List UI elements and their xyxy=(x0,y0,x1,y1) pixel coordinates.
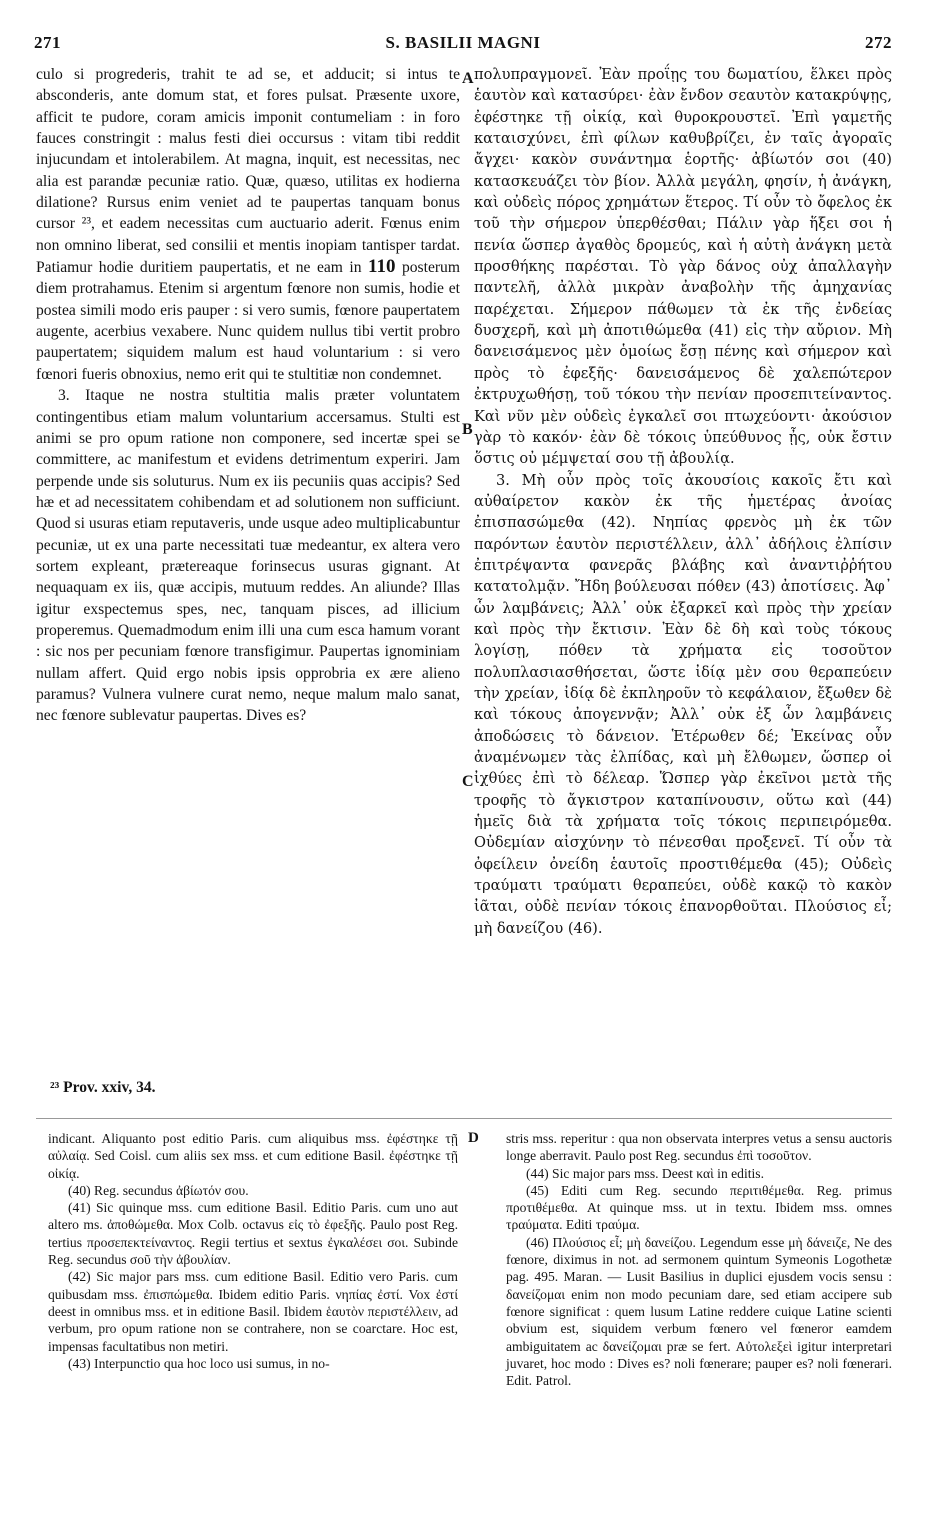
note-left-43: (43) Interpunctio qua hoc loco usi sumus, in no- xyxy=(68,1355,330,1371)
latin-column xyxy=(36,64,460,727)
note-left-42: (42) Sic major pars mss. cum editione Basil. Editio vero Paris. cum quibusdam mss. ἐπισπώμεθα. Ibidem editio Paris. νηπίας ἐστί. Vox ἐστί deest in omnibus mss. et in editione Basil. Ibidem ἑαυτὸν περιστέλλειν, ad verbum, pro opum ratione non se contrahere, non se coarctare. Hoc est, impensas facultatibus non metiri. xyxy=(48,1269,458,1354)
notes-divider xyxy=(36,1118,892,1119)
latin-text-part-1: culo si progrederis, trahit te ad se, et adducit; si intus te absconderis, ante domum stat, et fores pulsat. Præsente uxore, afficit te pudore, coram amicis imponit contumeliam : in foro fauces constringit : malus festi diei occursus : vitam tibi reddit injucundam et intolerabilem. At magna, inquit, est necessitas, nec alia est parandæ pecuniæ ratio. Quæ, quæso, utilitas ex hodierna dilatione? Rursus enim veniet ad te paupertas tanquam bonus cursor ²³, et eadem necessitas cum auctuario aderit. Fœnus enim non omnino liberat, sed consilii et mentis inopiam tantisper tardat. Patiamur hodie duritiem paupertatis, et ne eam in xyxy=(36,66,460,277)
greek-paragraph-1: πολυπραγμονεῖ. Ἐὰν προΐῃς του δωματίου, ἕλκει πρὸς ἑαυτὸν καὶ κατασύρει· ἐὰν ἔνδον σεαυτὸν κατακρύψῃς, ἐφέστηκε τῇ οἰκίᾳ, καὶ θυροκρουστεῖ. Ἐπὶ γαμετῆς καταισχύνει, ἐπὶ φίλων καθυβρίζει, ἐν ταῖς ἀγοραῖς ἄγχει· κακὸν συνάντημα ἑορτῆς· ἀβίωτόν σοι (40) κατασκευάζει τὸν βίον. Ἀλλὰ μεγάλη, φησίν, ἡ ἀνάγκη, καὶ οὐδεὶς πόρος χρημάτων ἕτερος. Τί οὖν τὸ ὄφελος ἐκ τοῦ τὴν σήμερον ὑπερθέσθαι; Πάλιν γὰρ ἥξει σοι ἡ πενία ὥσπερ ἀγαθὸς δρομεύς, καὶ ἡ αὐτὴ ἀνάγκη μετὰ προσθήκης παρέσται. Τὸ γὰρ δάνος οὐχ ἀπαλλαγὴν παντελῆ, ἀλλὰ μικρὰν ἀναβολὴν τῆς ἀμηχανίας παρέχεται. Σήμερον πάθωμεν τὰ ἐκ τῆς ἐνδείας δυσχερῆ, καὶ μὴ ἀποτιθώμεθα (41) εἰς τὴν αὔριον. Μὴ δανεισάμενος μὲν ὁμοίως ἔσῃ πένης καὶ σήμερον καὶ πρὸς τὸ ἐφεξῆς· δανεισάμενος δὲ χαλεπώτερον ἐκτρυχωθήσῃ, τοῦ τόκου τὴν πενίαν προσεπιτείναντος. Καὶ νῦν μὲν οὐδεὶς ἐγκαλεῖ σοι πτωχεύοντι· ἀκούσιον γὰρ τὸ κακόν· ἐὰν δὲ τόκοις ὑπεύθυνος ᾖς, οὐκ ἔστιν ὅστις οὐ μέμψεταί σου τῇ ἀβουλίᾳ. xyxy=(474,66,892,468)
note-left-41: (41) Sic quinque mss. cum editione Basil. Editio Paris. cum uno aut altero ms. ἀποθώμεθα. Mox Colb. octavus εἰς τὸ ἐφεξῆς. Paulo post Reg. tertius προσεπεκτείναντος. Regii tertius et sextus ἐγκαλέσει σοι. Subinde Reg. secundus σοῦ τὴν ἀβουλίαν. xyxy=(48,1200,458,1268)
latin-paragraph-2: 3. Itaque ne nostra stultitia malis præter voluntatem contingentibus etiam malum voluntarium accersamus. Stulti est animi se pro opum ratione non componere, sed incertæ spei se committere, ac manifestum et evidens detrimentum experiri. Jam perpende unde sis soluturus. Num ex iis pecuniis quas accipis? Sed hæ et ad necessitatem cohibendam et ad solutionem non sufficiunt. Quod si usuras etiam reputaveris, unde usque adeo multiplicabuntur pecuniæ, ut ex una parte necessitati tuæ medeantur, ex altera vero sortem expleant, prætereaque forinsecus usuras gignant. At nequaquam ex iis, quæ accipis, mutuum reddes. An aliunde? Illas igitur exspectemus spes, nec, tanquam pisces, ad illicium properemus. Quemadmodum enim illi una cum esca hamum vorant : sic nos per pecuniam fœnore transfigimur. Paupertas ignominiam nullam affert. Quid ergo nobis ipsis opprobria ex ære alieno paramus? Vulnera vulnere curat nemo, neque malum malo sanat, nec fœnore sublevatur paupertas. Dives es? xyxy=(36,387,460,725)
margin-letter-d: D xyxy=(468,1130,479,1146)
notes-left-column xyxy=(48,1130,458,1372)
running-title: S. BASILII MAGNI xyxy=(385,33,541,52)
right-page-number: 272 xyxy=(865,33,892,52)
note-left-40: (40) Reg. secundus ἀβίωτόν σου. xyxy=(68,1182,249,1198)
greek-paragraph-2: 3. Μὴ οὖν πρὸς τοῖς ἀκουσίοις κακοῖς ἔτι καὶ αὐθαίρετον κακὸν ἐκ τῆς ἡμετέρας ἀνοίας ἐπισπασώμεθα (42). Νηπίας φρενὸς μὴ ἐκ τῶν παρόντων ἑαυτὸν περιστέλλειν, ἀλλ᾽ ἀδήλοις ἐλπίσιν ἐπιτρέψαντα φανερᾶς βλάβης καὶ ἀναντιῤῥήτου κατατολμᾷν. Ἤδη βούλευσαι πόθεν (43) ἀποτίσεις. Ἀφ᾽ ὧν λαμβάνεις; Ἀλλ᾽ οὐκ ἐξαρκεῖ καὶ πρὸς τὴν χρείαν καὶ πρὸς τὴν ἔκτισιν. Ἐὰν δὲ δὴ καὶ τοὺς τόκους λογίσῃ, πόθεν τὰ χρήματα εἰς τοσοῦτον πολυπλασιασθήσεται, ὥστε ἰδίᾳ μὲν σου θεραπεύειν τὴν χρείαν, ἰδίᾳ δὲ ἐκπληροῦν τὸ κεφάλαιον, ἔξωθεν δὲ καὶ τόκους ἀπογεννᾷν; Ἀλλ᾽ οὐκ ἐξ ὧν λαμβάνεις ἀποδώσεις τὸ δάνειον. Ἑτέρωθεν δέ; Ἐκείνας οὖν ἀναμένωμεν τὰς ἐλπίδας, καὶ μὴ ἔλθωμεν, ὥσπερ οἱ ἰχθύες ἐπὶ τὸ δέλεαρ. Ὥσπερ γὰρ ἐκεῖνοι μετὰ τῆς τροφῆς τὸ ἄγκιστρον καταπίνουσιν, οὕτω καὶ (44) ἡμεῖς διὰ τὰ χρήματα τοῖς τόκοις περιπειρόμεθα. Οὐδεμίαν αἰσχύνην τὸ πένεσθαι προξενεῖ. Τί οὖν τὰ ὀφείλειν ὀνείδη ἑαυτοῖς προστιθέμεθα (45); Οὐδεὶς τραύματι τραύματι θεραπεύει, οὐδὲ κακῷ τὸ κακὸν ἰᾶται, οὐδὲ πενίαν τόκοις ἐπανορθοῦται. Πλούσιος εἶ; μὴ δανείζου (46). xyxy=(474,471,892,937)
note-right-45: (45) Editi cum Reg. secundo περιτιθέμεθα. Reg. primus προτιθέμεθα. At quinque mss. ut in textu. Ibidem mss. omnes τραύματα. Editi τραύμα. xyxy=(506,1182,892,1233)
column-number-marker: 110 xyxy=(368,256,396,278)
note-left-1: indicant. Aliquanto post editio Paris. cum aliquibus mss. ἐφέστηκε τῇ αὐλαίᾳ. Sed Coisl. cum aliis sex mss. et cum editione Basil. ἐφέστηκε τῇ οἰκίᾳ. xyxy=(48,1131,458,1181)
margin-letter-b: B xyxy=(462,421,473,438)
margin-letter-c: C xyxy=(462,773,474,790)
latin-text-part-2: posterum diem protrahamus. Etenim si argentum fœnore non sumis, hodie et postea simili modo eris pauper : si vero sumis, fœnore paupertatem augente, acerbius vexabere. Nunc quidem nullus tibi vertit probro paupertatem; siquidem malum est haud voluntarium : si vero fœnori fueris obnoxius, nemo erit qui te stultitiæ non condemnet. xyxy=(36,259,460,383)
note-right-43-cont: stris mss. reperitur : qua non observata interpres vetus a sensu auctoris longe aberravit. Paulo post Reg. secundus ἐπὶ τοσοῦτον. xyxy=(506,1131,892,1164)
running-header xyxy=(34,33,892,55)
latin-paragraph-1 xyxy=(36,64,460,385)
notes-right-column xyxy=(506,1130,892,1389)
margin-letter-a: A xyxy=(462,70,474,87)
note-right-44: (44) Sic major pars mss. Deest καὶ in editis. xyxy=(526,1165,764,1181)
left-page-number: 271 xyxy=(34,33,61,52)
note-right-46: (46) Πλούσιος εἶ; μὴ δανείζου. Legendum esse μὴ δάνειζε, Ne des fœnore, diximus in not. ad sermonem quintum Symeonis Logothetæ pag. 495. Maran. — Lusit Basilius in duplici ejusdem vocis sensu : δανείζομαι enim non modo pecuniam dare, sed etiam accipere sub fœnore significat : quem lusum Latine reddere cuique Latine scienti obvium est, siquidem verbum fœnero vel fœneror eamdem ambiguitatem ac δανείζομαι præ se fert. Αὐτολεξεὶ igitur interpretari juvaret, hoc modo : Dives es? noli fœnerare; pauper es? noli fœnerari. Edit. Patrol. xyxy=(506,1234,892,1389)
greek-column xyxy=(474,64,892,939)
scripture-footnote: ²³ Prov. xxiv, 34. xyxy=(50,1079,156,1096)
